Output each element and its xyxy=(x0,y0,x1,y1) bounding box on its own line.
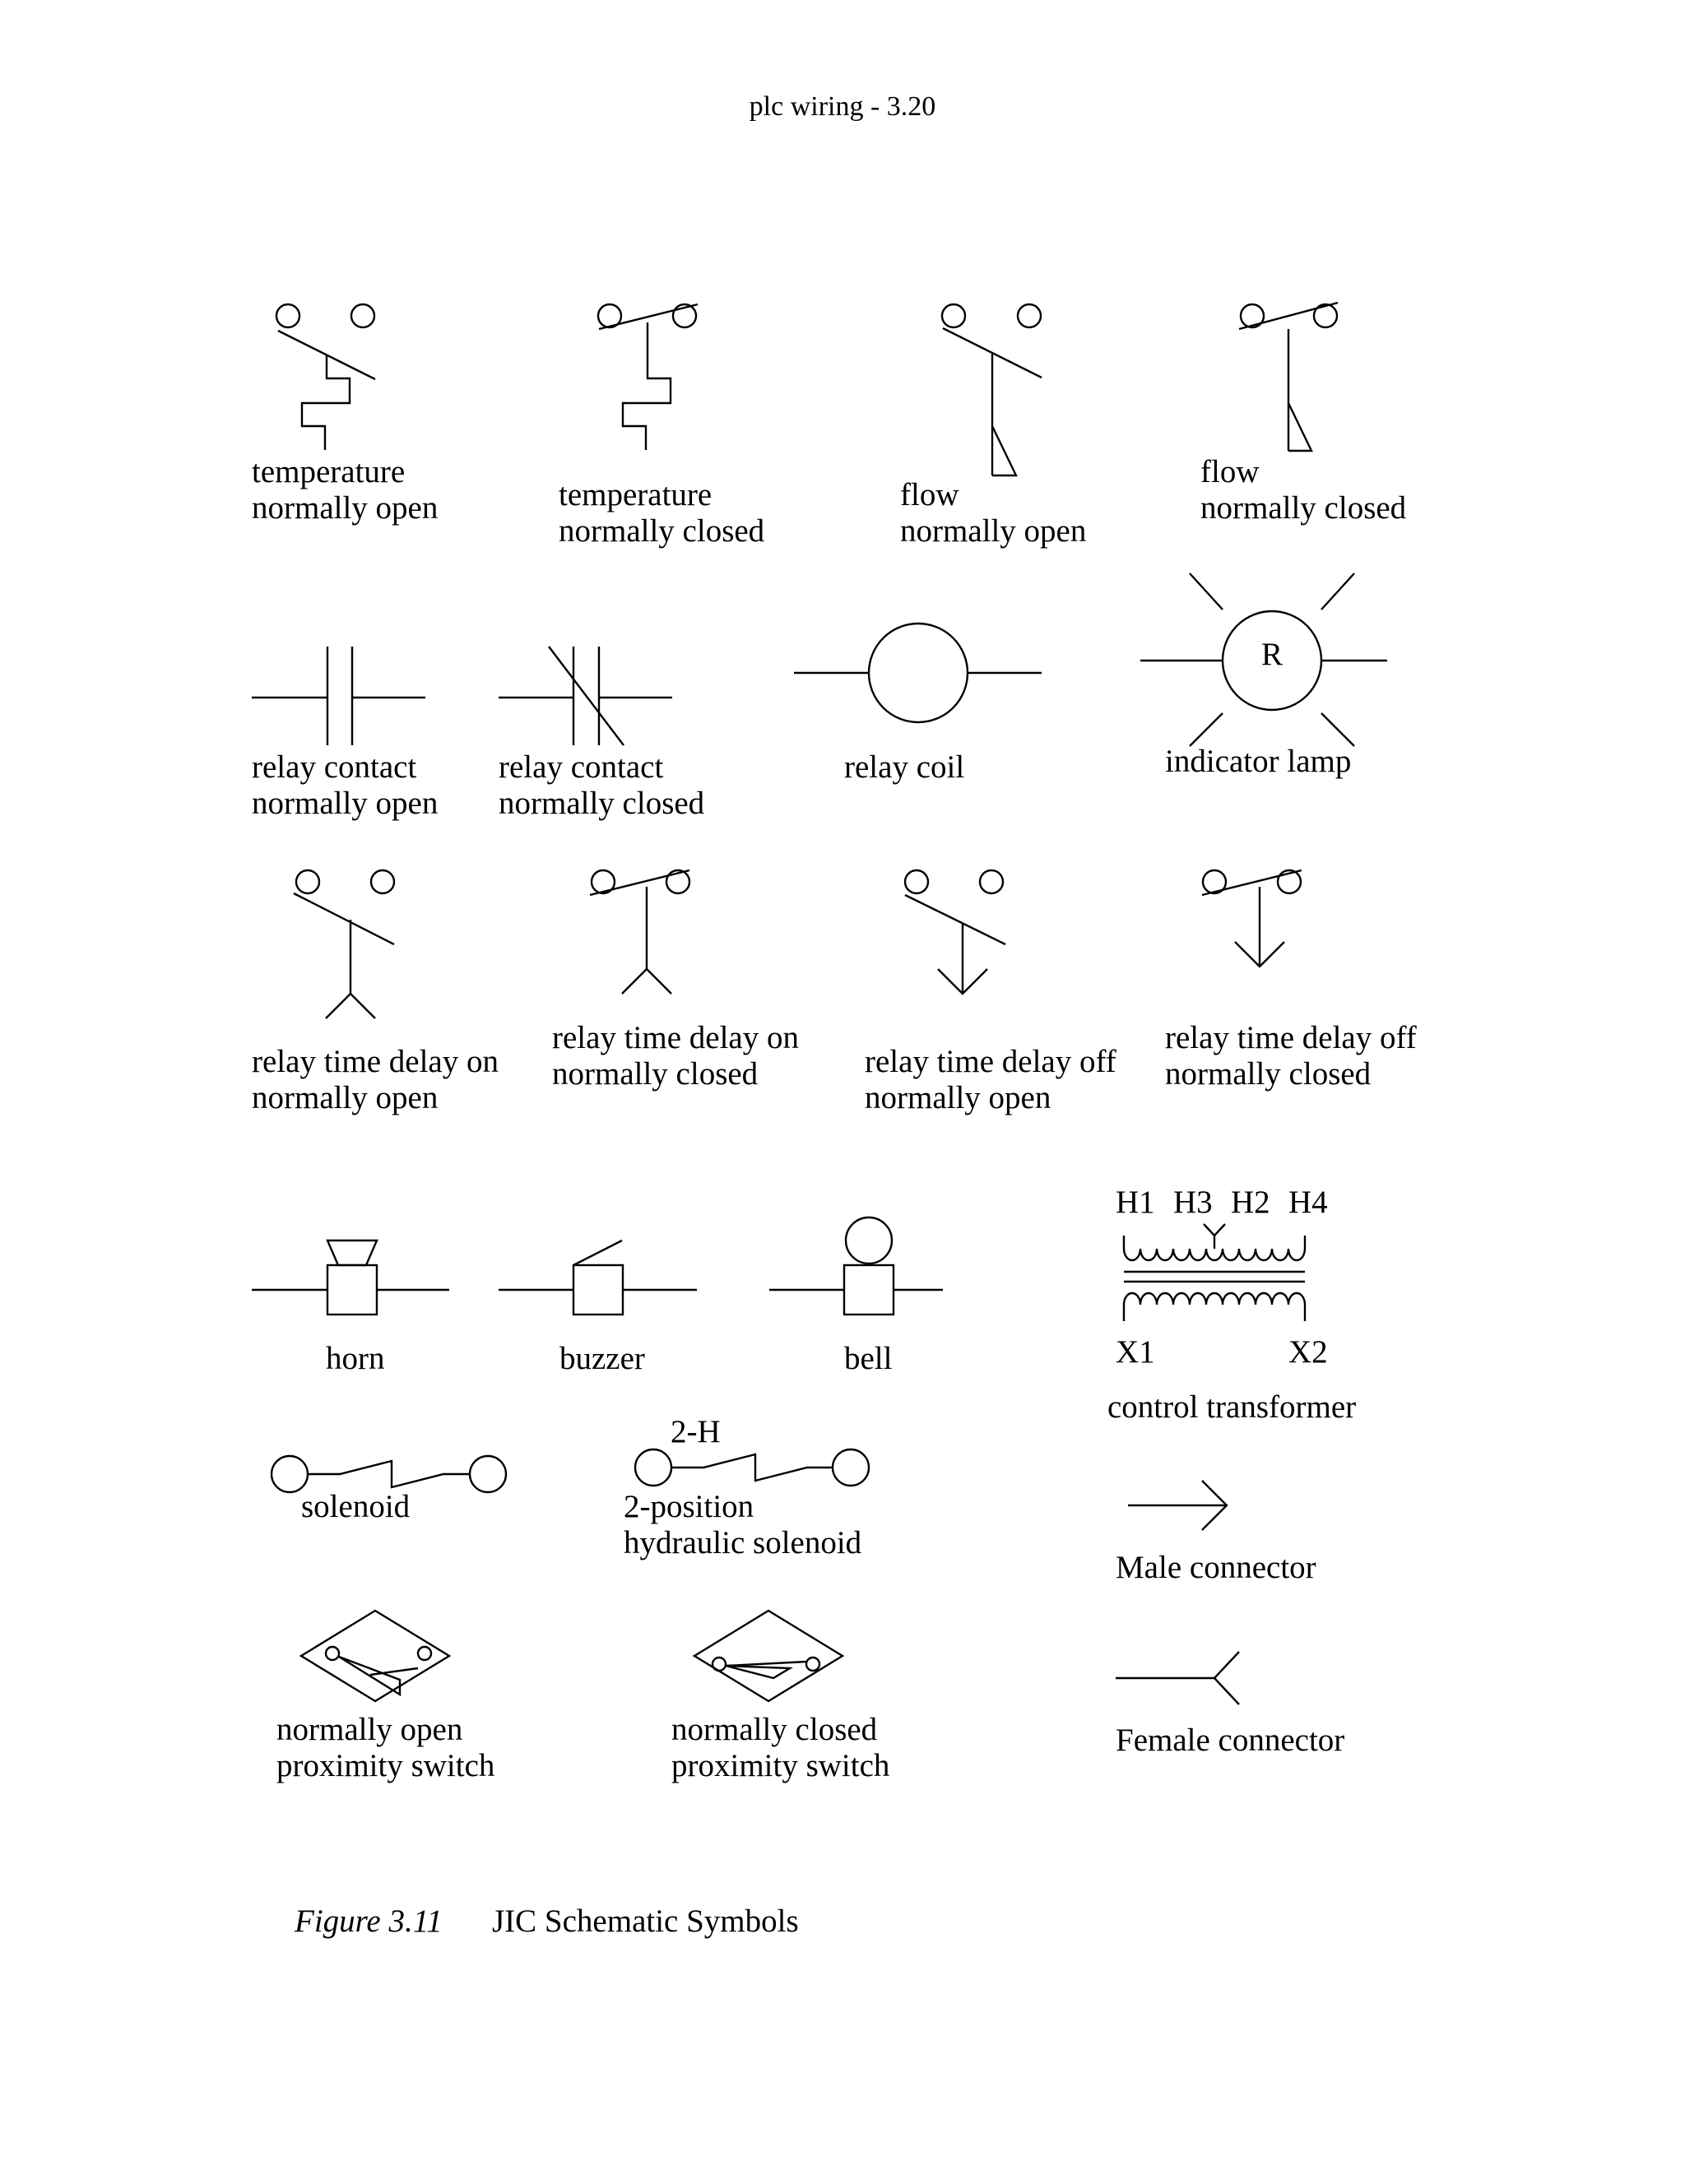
relay-contact-no-label-1: relay contact xyxy=(252,749,417,785)
solenoid-label: solenoid xyxy=(301,1489,411,1524)
temperature-no-symbol xyxy=(252,304,438,526)
control-transformer-label: control transformer xyxy=(1107,1389,1357,1425)
hydraulic-solenoid-graphic xyxy=(635,1449,869,1486)
figure-title: JIC Schematic Symbols xyxy=(492,1903,799,1939)
flow-nc-symbol xyxy=(1200,303,1407,526)
flow-nc-label-1: flow xyxy=(1200,454,1260,489)
relay-contact-no-symbol xyxy=(252,647,438,821)
buzzer-symbol xyxy=(499,1240,697,1376)
proximity-no-symbol xyxy=(276,1611,494,1783)
temperature-no-graphic xyxy=(276,304,375,450)
male-connector-symbol xyxy=(1116,1481,1316,1585)
time-delay-on-nc-symbol xyxy=(552,870,799,1092)
time-delay-off-nc-label-2: normally closed xyxy=(1165,1056,1372,1092)
relay-contact-nc-label-2: normally closed xyxy=(499,786,705,821)
figure-caption xyxy=(294,1903,799,1939)
temperature-no-label-2: normally open xyxy=(252,490,439,526)
page-header: plc wiring - 3.20 xyxy=(749,91,936,122)
time-delay-off-nc-label-1: relay time delay off xyxy=(1165,1020,1417,1055)
relay-contact-nc-graphic xyxy=(499,647,672,745)
horn-symbol xyxy=(252,1240,449,1376)
time-delay-off-no-symbol xyxy=(865,870,1116,1115)
male-connector-graphic xyxy=(1128,1481,1227,1530)
time-delay-off-no-graphic xyxy=(905,870,1005,994)
hydraulic-solenoid-label-2: hydraulic solenoid xyxy=(624,1525,862,1560)
buzzer-graphic xyxy=(499,1240,697,1315)
bell-graphic xyxy=(769,1217,943,1315)
proximity-nc-symbol xyxy=(671,1611,889,1783)
transformer-x1-label: X1 xyxy=(1116,1334,1155,1370)
time-delay-on-no-label-1: relay time delay on xyxy=(252,1044,499,1079)
time-delay-on-no-symbol xyxy=(252,870,499,1115)
time-delay-off-no-label-1: relay time delay off xyxy=(865,1044,1116,1079)
temperature-no-label-1: temperature xyxy=(252,454,406,489)
horn-label: horn xyxy=(326,1341,385,1376)
female-connector-symbol xyxy=(1116,1652,1344,1758)
hydraulic-solenoid-tag: 2-H xyxy=(671,1414,721,1449)
time-delay-on-nc-label-2: normally closed xyxy=(552,1056,759,1092)
time-delay-off-nc-graphic xyxy=(1202,870,1302,967)
solenoid-graphic xyxy=(272,1456,506,1492)
flow-nc-graphic xyxy=(1239,303,1338,451)
proximity-no-label-1: normally open xyxy=(276,1712,463,1747)
transformer-graphic xyxy=(1124,1224,1305,1321)
time-delay-on-nc-graphic xyxy=(590,870,689,994)
transformer-h4-label: H4 xyxy=(1288,1185,1328,1220)
transformer-x2-label: X2 xyxy=(1288,1334,1328,1370)
bell-label: bell xyxy=(844,1341,893,1376)
hydraulic-solenoid-symbol xyxy=(624,1414,869,1560)
relay-coil-symbol xyxy=(794,624,1042,785)
flow-no-label-1: flow xyxy=(900,477,959,512)
indicator-lamp-symbol xyxy=(1140,573,1387,779)
proximity-no-graphic xyxy=(301,1611,449,1701)
relay-contact-nc-label-1: relay contact xyxy=(499,749,664,785)
transformer-h1-label: H1 xyxy=(1116,1185,1155,1220)
indicator-lamp-letter: R xyxy=(1260,637,1283,672)
time-delay-off-no-label-2: normally open xyxy=(865,1080,1051,1115)
solenoid-symbol xyxy=(272,1456,506,1524)
time-delay-on-nc-label-1: relay time delay on xyxy=(552,1020,799,1055)
relay-contact-no-label-2: normally open xyxy=(252,786,439,821)
transformer-h2-label: H2 xyxy=(1231,1185,1270,1220)
temperature-nc-graphic xyxy=(598,304,698,450)
temperature-nc-symbol xyxy=(559,304,765,549)
relay-coil-graphic xyxy=(794,624,1042,722)
temperature-nc-label-1: temperature xyxy=(559,477,713,512)
male-connector-label: Male connector xyxy=(1116,1550,1316,1585)
control-transformer-symbol xyxy=(1107,1185,1356,1425)
female-connector-graphic xyxy=(1116,1652,1239,1704)
hydraulic-solenoid-label-1: 2-position xyxy=(624,1489,754,1524)
proximity-no-label-2: proximity switch xyxy=(276,1748,495,1783)
relay-contact-no-graphic xyxy=(252,647,425,745)
flow-no-graphic xyxy=(942,304,1042,475)
female-connector-label: Female connector xyxy=(1116,1723,1345,1758)
transformer-h3-label: H3 xyxy=(1173,1185,1213,1220)
time-delay-off-nc-symbol xyxy=(1165,870,1417,1092)
temperature-nc-label-2: normally closed xyxy=(559,513,765,549)
time-delay-on-no-graphic xyxy=(294,870,394,1018)
flow-nc-label-2: normally closed xyxy=(1200,490,1407,526)
flow-no-label-2: normally open xyxy=(900,513,1087,549)
horn-graphic xyxy=(252,1240,449,1315)
proximity-nc-graphic xyxy=(694,1611,842,1701)
proximity-nc-label-2: proximity switch xyxy=(671,1748,890,1783)
figure-number: Figure 3.11 xyxy=(295,1903,443,1939)
proximity-nc-label-1: normally closed xyxy=(671,1712,878,1747)
indicator-lamp-label: indicator lamp xyxy=(1165,744,1352,779)
relay-contact-nc-symbol xyxy=(499,647,705,821)
time-delay-on-no-label-2: normally open xyxy=(252,1080,439,1115)
bell-symbol xyxy=(769,1217,943,1376)
relay-coil-label: relay coil xyxy=(844,749,965,785)
flow-no-symbol xyxy=(900,304,1086,549)
buzzer-label: buzzer xyxy=(559,1341,645,1376)
